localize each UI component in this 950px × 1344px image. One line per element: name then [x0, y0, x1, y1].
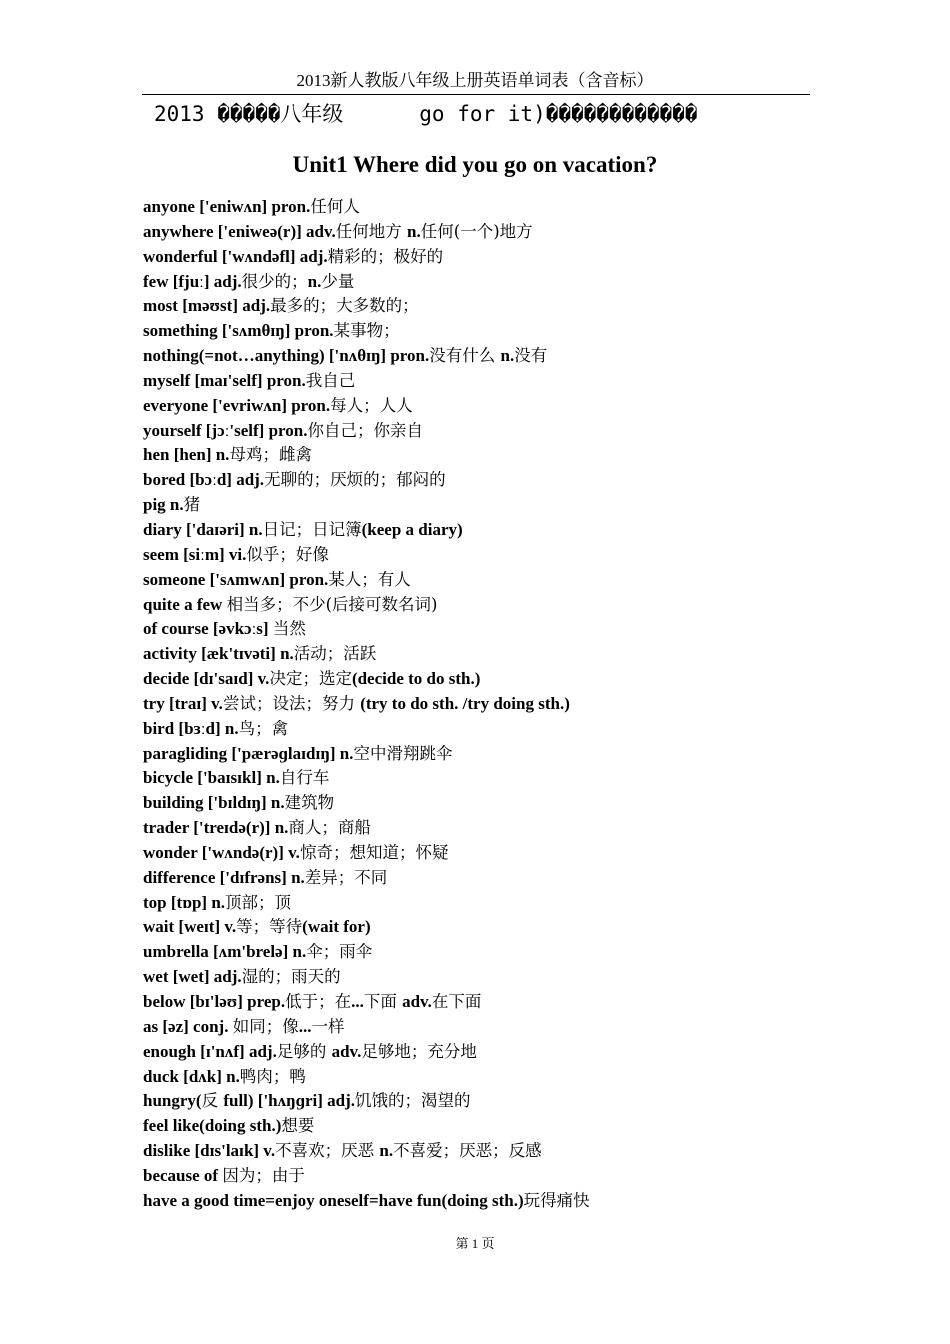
entry-english-text: paragliding ['pærəɡlaɪdɪŋ] n. [143, 743, 354, 763]
vocab-entry [143, 1015, 843, 1040]
vocab-entry [143, 270, 843, 295]
entry-english-text: bicycle ['baɪsɪkl] n. [143, 768, 280, 788]
entry-chinese-text: 玩得痛快 [523, 1190, 590, 1210]
vocab-entry [143, 294, 843, 319]
vocab-entry [143, 468, 843, 493]
entry-chinese-text: 不喜爱；厌恶；反感 [393, 1141, 542, 1161]
entry-chinese-text: 每人；人人 [330, 395, 413, 415]
vocab-entry [143, 518, 843, 543]
entry-chinese-text: 没有什么 [429, 346, 501, 366]
entry-english-text: (try to do sth. /try doing sth.) [360, 693, 570, 713]
entry-chinese-text: 鸟；禽 [238, 718, 289, 738]
entry-chinese-text: 你自己；你亲自 [307, 420, 423, 440]
entry-english-text: few [fjuː] adj. [143, 271, 242, 291]
entry-english-text: because of [143, 1165, 223, 1185]
entry-chinese-text: 最多的；大多数的； [270, 296, 419, 316]
entry-english-text: bored [bɔːd] adj. [143, 470, 265, 490]
entry-english-text: as [əz] conj. [143, 1016, 233, 1036]
entry-english-text: try [traɪ] v. [143, 693, 223, 713]
entry-chinese-text: 精彩的；极好的 [327, 246, 444, 266]
entry-english-text: nothing(=not…anything) ['nʌθɪŋ] pron. [143, 346, 430, 366]
vocab-entry [143, 1040, 843, 1065]
entry-english-text: n. [407, 221, 421, 241]
entry-chinese-text: 尝试；设法；努力 [222, 693, 361, 713]
entry-chinese-text: 伞；雨伞 [306, 942, 373, 962]
vocab-entry [143, 965, 843, 990]
entry-chinese-text: 似乎；好像 [246, 544, 329, 564]
vocab-entry [143, 990, 843, 1015]
vocab-entry [143, 667, 843, 692]
entry-chinese-text: 日记；日记簿 [262, 519, 362, 539]
vocab-entry [143, 493, 843, 518]
entry-english-text: have a good time=enjoy oneself=have fun(doing sth.) [143, 1190, 524, 1210]
page-number: 第 1 页 [455, 1236, 495, 1251]
running-header-title: 2013新人教版八年级上册英语单词表（含音标） [296, 71, 654, 90]
vocab-entry [143, 692, 843, 717]
entry-english-text: adv. [402, 992, 432, 1011]
entry-english-text: wait [weɪt] v. [143, 917, 237, 937]
vocab-entry [143, 369, 843, 394]
vocab-entry [143, 443, 843, 468]
entry-english-text: n. [500, 346, 515, 366]
entry-english-text: bird [bɜːd] n. [143, 718, 239, 738]
entry-chinese-text: 很少的； [241, 271, 308, 291]
entry-chinese-text: 任何(一个)地方 [420, 221, 533, 241]
entry-english-text: top [tɒp] n. [143, 892, 226, 912]
entry-chinese-text: 等；等待 [236, 917, 303, 937]
entry-chinese-text: 任何人 [310, 197, 360, 216]
entry-chinese-text: 反 [201, 1091, 224, 1111]
entry-english-text: everyone ['evriwʌn] pron. [143, 395, 331, 415]
entry-english-text: anyone ['eniwʌn] pron. [143, 197, 311, 216]
vocab-entry [143, 543, 843, 568]
entry-english-text: yourself [jɔː'self] pron. [143, 420, 308, 440]
vocab-entry [143, 319, 843, 344]
vocab-entry [143, 245, 843, 270]
entry-english-text: wet [wet] adj. [143, 967, 242, 987]
entry-english-text: seem [siːm] vi. [143, 544, 247, 564]
entry-chinese-text: 一样 [311, 1016, 345, 1036]
vocab-entry [143, 1065, 843, 1090]
vocab-entry [143, 717, 843, 742]
vocab-entry [143, 568, 843, 593]
entry-chinese-text: 鸭肉；鸭 [239, 1066, 306, 1086]
entry-english-text: full) ['hʌŋɡri] adj. [223, 1091, 356, 1111]
unit-heading: Unit1 Where did you go on vacation? [292, 152, 658, 177]
entry-chinese-text: 当然 [272, 619, 306, 639]
entry-english-text: ... [298, 1016, 312, 1036]
vocab-entry [143, 742, 843, 767]
entry-english-text: decide [dɪ'saɪd] v. [143, 669, 270, 689]
vocabulary-list [143, 195, 843, 1214]
entry-chinese-text: 猪 [183, 495, 201, 515]
entry-english-text: hen [hen] n. [143, 445, 230, 465]
vocab-entry [143, 940, 843, 965]
entry-english-text: building ['bɪldɪŋ] n. [143, 793, 285, 813]
entry-chinese-text: 建筑物 [284, 793, 335, 813]
entry-chinese-text: 空中滑翔跳伞 [353, 743, 453, 763]
vocab-entry [143, 915, 843, 940]
vocab-entry [143, 1114, 843, 1139]
entry-chinese-text: 无聊的；厌烦的；郁闷的 [264, 470, 446, 490]
entry-chinese-text: 某人；有人 [328, 569, 411, 589]
entry-english-text: difference ['dɪfrəns] n. [143, 867, 305, 887]
header-rule [142, 94, 810, 95]
entry-chinese-text: 活动；活跃 [293, 644, 377, 664]
entry-english-text: quite a few [143, 594, 227, 614]
vocab-entry [143, 220, 843, 245]
entry-chinese-text: 惊奇；想知道；怀疑 [299, 842, 449, 862]
entry-chinese-text: 足够的 [276, 1041, 332, 1061]
entry-english-text: something ['sʌmθɪŋ] pron. [143, 321, 334, 341]
entry-chinese-text: 在下面 [431, 992, 482, 1011]
entry-english-text: duck [dʌk] n. [143, 1066, 240, 1086]
entry-chinese-text: 相当多；不少(后接可数名词) [226, 594, 438, 614]
entry-english-text: adv. [331, 1041, 362, 1061]
entry-chinese-text: 决定；选定 [269, 669, 352, 689]
entry-chinese-text: 下面 [363, 992, 403, 1011]
entry-english-text: activity [æk'tɪvəti] n. [143, 644, 294, 664]
entry-chinese-text: 因为；由于 [222, 1165, 305, 1185]
entry-chinese-text: 我自己 [305, 370, 356, 390]
document-title-line: 2013 �����八年级 go for it)������������ [154, 102, 698, 126]
vocab-entry [143, 816, 843, 841]
entry-chinese-text: 没有 [514, 346, 548, 366]
vocab-entry [143, 891, 843, 916]
entry-chinese-text: 低于；在 [285, 992, 352, 1011]
entry-english-text: (decide to do sth.) [351, 669, 481, 689]
entry-english-text: wonderful ['wʌndəfl] adj. [143, 246, 328, 266]
entry-english-text: dislike [dɪs'laɪk] v. [143, 1141, 276, 1161]
entry-english-text: myself [maɪ'self] pron. [143, 370, 306, 390]
entry-chinese-text: 某事物； [333, 321, 400, 341]
entry-chinese-text: 自行车 [279, 768, 330, 788]
entry-english-text: (keep a diary) [361, 519, 463, 539]
vocab-entry [143, 841, 843, 866]
vocab-entry [143, 766, 843, 791]
vocab-entry [143, 195, 843, 220]
entry-english-text: anywhere ['eniweə(r)] adv. [143, 221, 336, 241]
entry-chinese-text: 差异；不同 [304, 867, 388, 887]
entry-english-text: wonder ['wʌndə(r)] v. [143, 842, 300, 862]
entry-english-text: umbrella [ʌm'brelə] n. [143, 942, 307, 962]
entry-english-text: hungry( [143, 1091, 202, 1111]
vocab-entry [143, 1164, 843, 1189]
entry-english-text: pig n. [143, 495, 184, 515]
vocab-entry [143, 1189, 843, 1214]
entry-chinese-text: 如同；像 [232, 1016, 299, 1036]
entry-english-text: (wait for) [302, 917, 371, 937]
entry-english-text: most [məʊst] adj. [143, 296, 271, 316]
entry-chinese-text: 少量 [321, 271, 355, 291]
entry-english-text: n. [379, 1141, 394, 1161]
entry-chinese-text: 足够地；充分地 [361, 1041, 477, 1061]
entry-english-text: feel like(doing sth.) [143, 1116, 282, 1136]
entry-english-text: enough [ɪ'nʌf] adj. [143, 1041, 277, 1061]
entry-english-text: ... [351, 992, 364, 1011]
entry-english-text: diary ['daɪəri] n. [143, 519, 263, 539]
entry-english-text: of course [əvkɔːs] [143, 619, 273, 639]
vocab-entry [143, 593, 843, 618]
vocab-entry [143, 419, 843, 444]
entry-chinese-text: 不喜欢；厌恶 [275, 1141, 380, 1161]
vocab-entry [143, 394, 843, 419]
entry-chinese-text: 湿的；雨天的 [241, 967, 341, 987]
vocab-entry [143, 866, 843, 891]
entry-english-text: trader ['treɪdə(r)] n. [143, 818, 289, 838]
vocab-entry [143, 1139, 843, 1164]
entry-chinese-text: 商人；商船 [288, 818, 371, 838]
vocab-entry [143, 617, 843, 642]
vocab-entry [143, 642, 843, 667]
entry-chinese-text: 顶部；顶 [225, 892, 292, 912]
entry-chinese-text: 母鸡；雌禽 [229, 445, 312, 465]
vocab-entry [143, 791, 843, 816]
entry-english-text: n. [307, 271, 322, 291]
entry-chinese-text: 任何地方 [335, 221, 408, 241]
entry-chinese-text: 想要 [281, 1116, 315, 1136]
entry-chinese-text: 饥饿的；渴望的 [355, 1091, 471, 1111]
entry-english-text: someone ['sʌmwʌn] pron. [143, 569, 329, 589]
vocab-entry [143, 1089, 843, 1114]
entry-english-text: below [bɪ'ləʊ] prep. [143, 992, 286, 1011]
vocab-entry [143, 344, 843, 369]
